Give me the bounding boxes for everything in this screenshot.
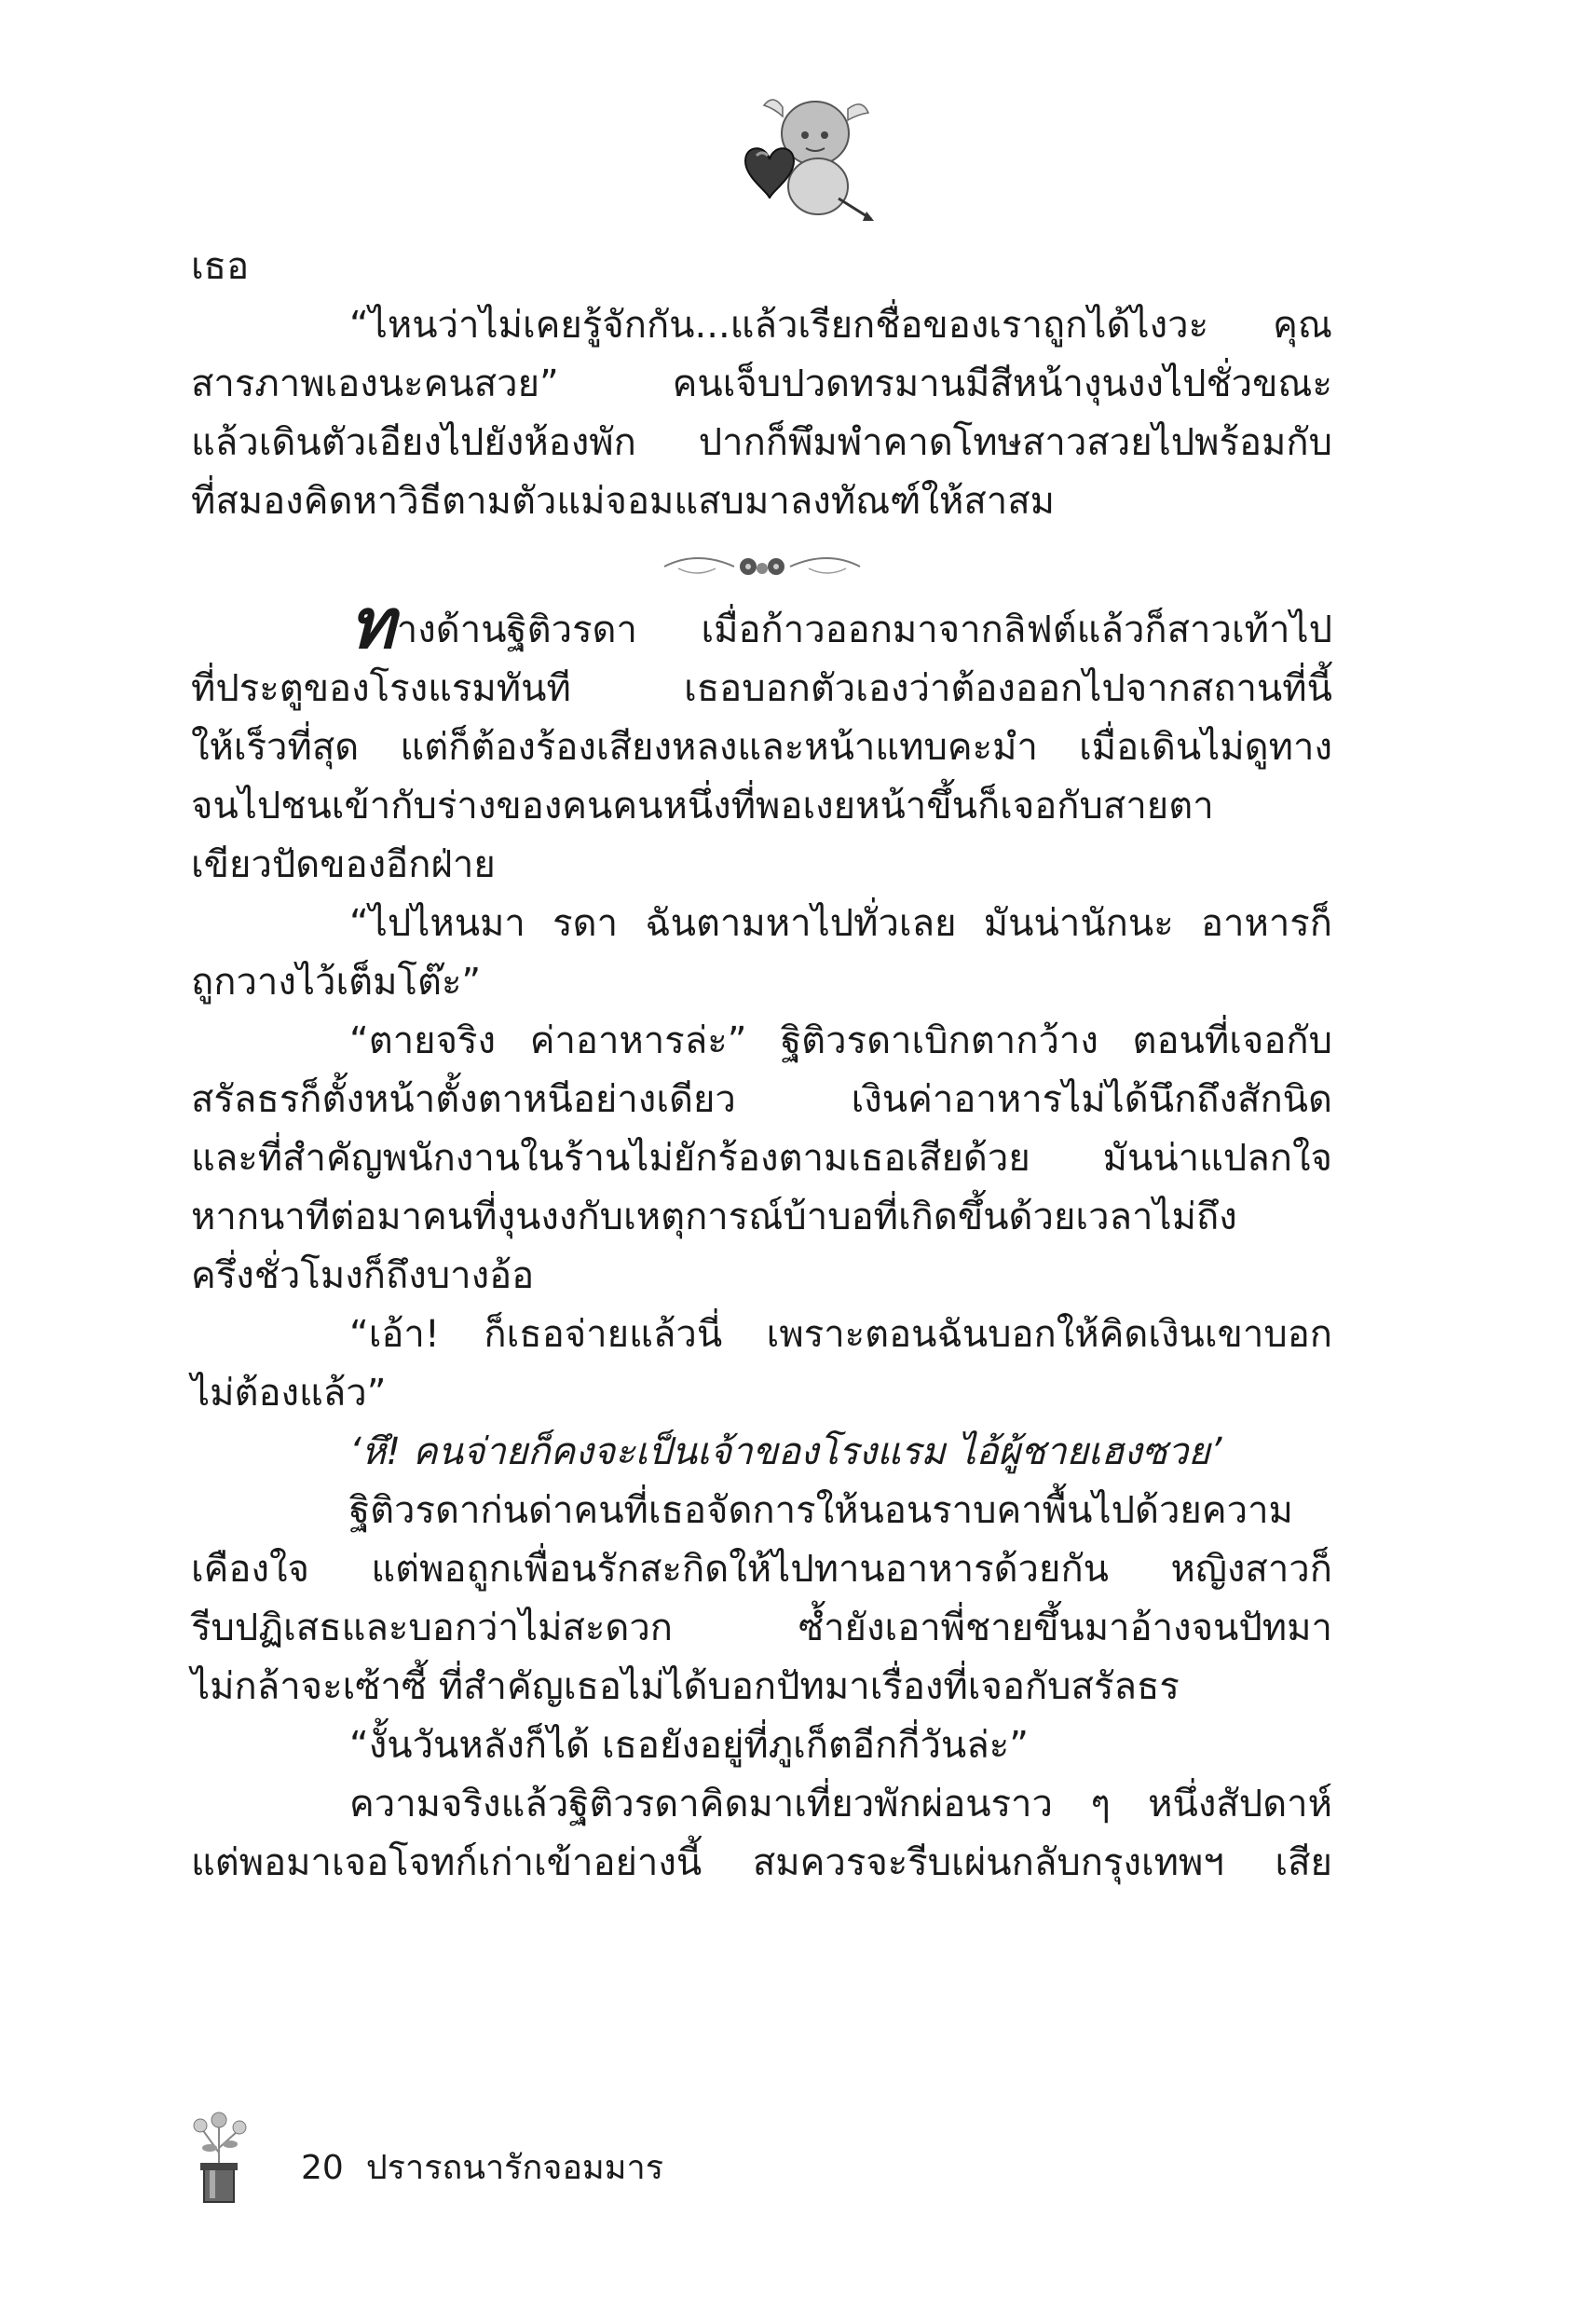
text-body [191,238,1332,1893]
text-line: เคืองใจ แต่พอถูกเพื่อนรักสะกิดให้ไปทานอาหารด้วยกัน หญิงสาวก็ [191,1548,1332,1591]
text-line: “งั้นวันหลังก็ได้ เธอยังอยู่ที่ภูเก็ตอีกกี่วันล่ะ” [349,1724,1029,1767]
page-footer [182,2101,741,2204]
text-line: “ไหนว่าไม่เคยรู้จักกัน...แล้วเรียกชื่อของเราถูกได้ไงวะ คุณ [349,304,1332,347]
text-line: เขียวปัดของอีกฝ่าย [191,843,496,886]
text-line: แล้วเดินตัวเอียงไปยังห้องพัก ปากก็พึมพำคาดโทษสาวสวยไปพร้อมกับ [191,421,1332,464]
text-line: ที่ประตูของโรงแรมทันที เธอบอกตัวเองว่าต้องออกไปจากสถานที่นี้ [191,667,1332,710]
text-line: เธอ [191,245,250,288]
section-first-line-text: างด้านฐิติวรดา เมื่อก้าวออกมาจากลิฟต์แล้วก็สาวเท้าไป [396,609,1332,651]
text-line: “เอ้า! ก็เธอจ่ายแล้วนี่ เพราะตอนฉันบอกให้คิดเงินเขาบอก [349,1313,1332,1356]
text-line: ไม่กล้าจะเซ้าซี้ ที่สำคัญเธอไม่ได้บอกปัทมาเรื่องที่เจอกับสรัลธร [191,1665,1180,1708]
text-line: “ไปไหนมา รดา ฉันตามหาไปทั่วเลย มันน่านักนะ อาหารก็ [349,902,1332,945]
text-line: ที่สมองคิดหาวิธีตามตัวแม่จอมแสบมาลงทัณฑ์ให้สาสม [191,480,1056,523]
text-line: หากนาทีต่อมาคนที่งุนงงกับเหตุการณ์บ้าบอที่เกิดขึ้นด้วยเวลาไม่ถึง [191,1196,1237,1238]
footer-text [301,2148,686,2189]
section-first-line [191,584,1332,664]
text-line: ให้เร็วที่สุด แต่ก็ต้องร้องเสียงหลงและหน้าแทบคะมำ เมื่อเดินไม่ดูทาง [191,726,1332,769]
text-line: ไม่ต้องแล้ว” [191,1372,387,1415]
floral-divider-icon [660,548,865,585]
text-line: สารภาพเองนะคนสวย” คนเจ็บปวดทรมานมีสีหน้างุนงงไปชั่วขณะ [191,362,1332,405]
book-title: ปรารถนารักจอมมาร [365,2149,664,2187]
page-number: 20 [301,2149,344,2187]
text-line: ถูกวางไว้เต็มโต๊ะ” [191,961,482,1004]
text-line: และที่สำคัญพนักงานในร้านไม่ยักร้องตามเธอเสียด้วย มันน่าแปลกใจ [191,1137,1332,1180]
flower-pot-icon [182,2101,256,2204]
text-line: ฐิติวรดาก่นด่าคนที่เธอจัดการให้นอนราบคาพื้นไปด้วยความ [349,1489,1293,1532]
text-line: ครึ่งชั่วโมงก็ถึงบางอ้อ [191,1254,535,1297]
text-line-italic-thought: ‘หึ! คนจ่ายก็คงจะเป็นเจ้าของโรงแรม ไอ้ผู้ชายเฮงซวย’ [349,1430,1222,1473]
text-line: แต่พอมาเจอโจทก์เก่าเข้าอย่างนี้ สมควรจะรีบเผ่นกลับกรุงเทพฯ เสีย [191,1841,1332,1884]
cupid-holding-heart-icon [708,89,885,228]
text-line: รีบปฏิเสธและบอกว่าไม่สะดวก ซ้ำยังเอาพี่ชายขึ้นมาอ้างจนปัทมา [191,1607,1332,1649]
text-line: จนไปชนเข้ากับร่างของคนคนหนึ่งที่พอเงยหน้าขึ้นก็เจอกับสายตา [191,785,1214,827]
drop-cap: ท [349,584,395,664]
text-line: ความจริงแล้วฐิติวรดาคิดมาเที่ยวพักผ่อนราว ๆ หนึ่งสัปดาห์ [349,1783,1332,1826]
text-line: สรัลธรก็ตั้งหน้าตั้งตาหนีอย่างเดียว เงินค่าอาหารไม่ได้นึกถึงสักนิด [191,1078,1332,1121]
text-line: “ตายจริง ค่าอาหารล่ะ” ฐิติวรดาเบิกตากว้าง ตอนที่เจอกับ [349,1019,1332,1062]
